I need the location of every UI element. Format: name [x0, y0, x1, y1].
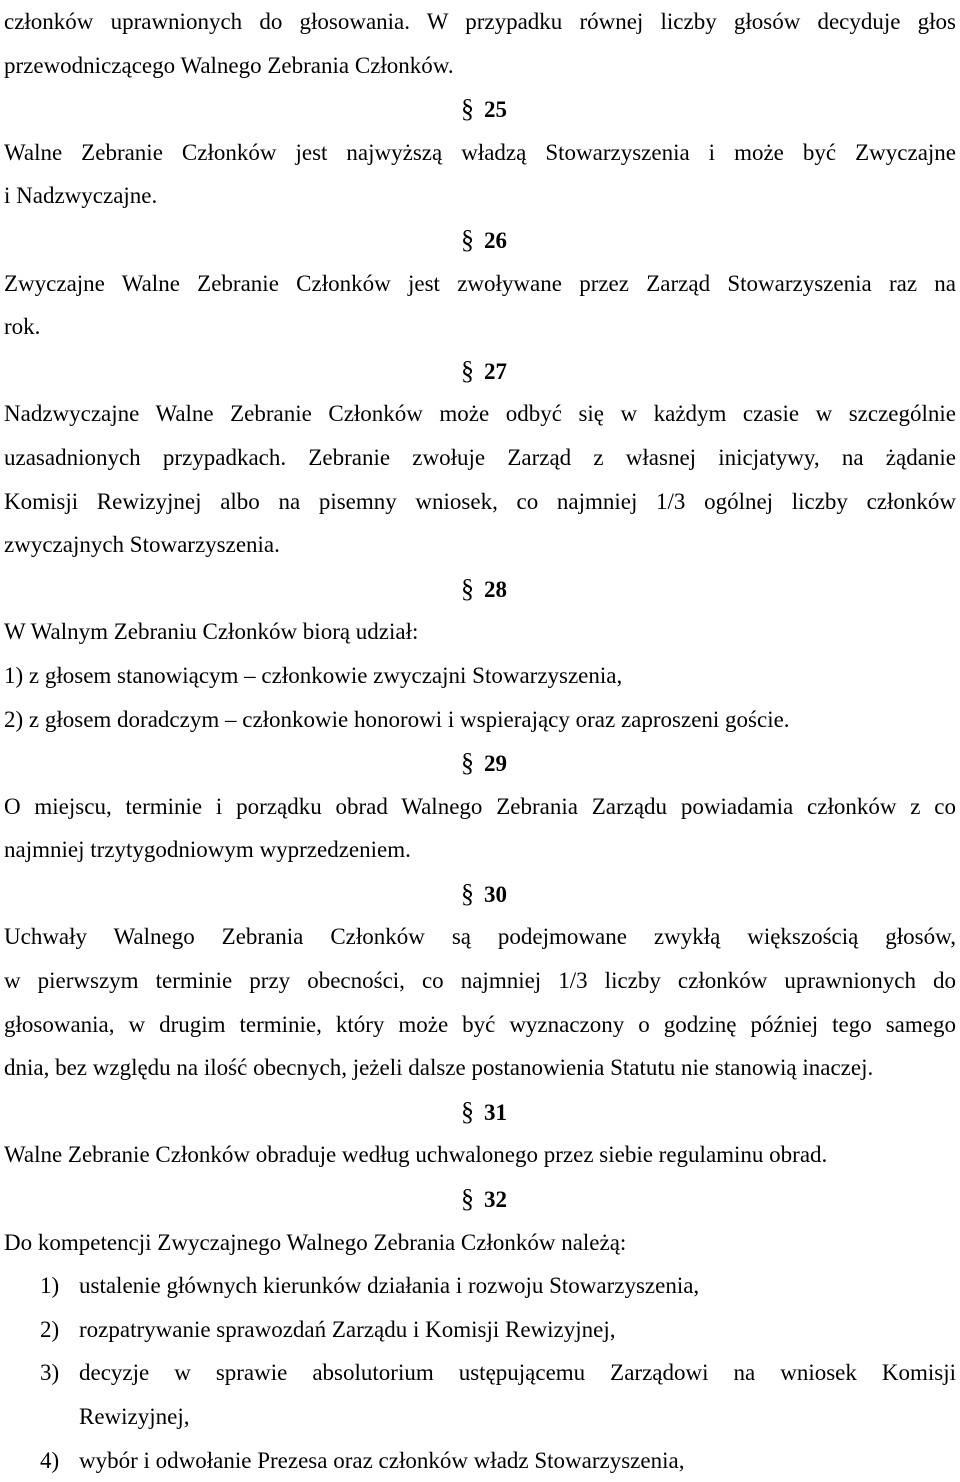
section-symbol: § [461, 1096, 474, 1126]
paragraph-line: Walne Zebranie Członków jest najwyższą władzą Stowarzyszenia i może być Zwyczajne [4, 139, 956, 165]
section-symbol: § [461, 748, 474, 778]
list-item-text: wybór i odwołanie Prezesa oraz członków władz Stowarzyszenia, [79, 1447, 685, 1473]
section-heading-25 [4, 87, 956, 131]
list-item-continuation: Rewizyjnej, [79, 1404, 190, 1429]
paragraph-line: Nadzwyczajne Walne Zebranie Członków może odbyć się w każdym czasie w szczególnie [4, 401, 956, 427]
paragraph-line: dnia, bez względu na ilość obecnych, jeżeli dalsze postanowienia Statutu nie stanowią inaczej. [4, 1055, 874, 1081]
list-item [4, 1439, 956, 1482]
paragraph-line: przewodniczącego Walnego Zebrania Członków. [4, 52, 454, 78]
paragraph-line: rok. [4, 314, 41, 340]
paragraph-line: Uchwały Walnego Zebrania Członków są podejmowane zwykłą większością głosów, [4, 924, 956, 950]
list-item-text: decyzje w sprawie absolutorium ustępującemu Zarządowi na wniosek Komisji [79, 1360, 956, 1386]
section-symbol: § [461, 573, 474, 603]
paragraph-line: uzasadnionych przypadkach. Zebranie zwołuje Zarząd z własnej inicjatywy, na żądanie [4, 444, 956, 470]
paragraph-line: najmniej trzytygodniowym wyprzedzeniem. [4, 837, 411, 863]
section-number: 28 [484, 576, 507, 602]
paragraph-line: zwyczajnych Stowarzyszenia. [4, 532, 280, 558]
list-item [4, 1308, 956, 1352]
paragraph-line: W Walnym Zebraniu Członków biorą udział: [4, 619, 419, 645]
paragraph-line: głosowania, w drugim terminie, który może być wyznaczony o godzinę później tego samego [4, 1011, 956, 1037]
list-item-text: rozpatrywanie sprawozdań Zarządu i Komisji Rewizyjnej, [79, 1316, 616, 1342]
section-heading-29 [4, 741, 956, 785]
section-symbol: § [461, 94, 474, 124]
paragraph-line: Zwyczajne Walne Zebranie Członków jest zwoływane przez Zarząd Stowarzyszenia raz na [4, 270, 956, 296]
section-number: 27 [484, 358, 507, 384]
section-heading-28 [4, 567, 956, 611]
list-item-number: 3) [40, 1360, 60, 1386]
section-heading-31 [4, 1090, 956, 1134]
list-item [4, 1264, 956, 1308]
list-item [4, 1351, 956, 1395]
section-number: 32 [484, 1187, 507, 1213]
list-item-number: 2) [40, 1316, 60, 1342]
section-symbol: § [461, 355, 474, 385]
section-number: 26 [484, 227, 507, 253]
paragraph-line: i Nadzwyczajne. [4, 183, 158, 209]
list-item-text: ustalenie głównych kierunków działania i rozwoju Stowarzyszenia, [79, 1273, 700, 1299]
paragraph-line: O miejscu, terminie i porządku obrad Walnego Zebrania Zarządu powiadamia członków z co [4, 793, 956, 819]
document-page [4, 0, 956, 1482]
section-heading-26 [4, 218, 956, 262]
paragraph-line: członków uprawnionych do głosowania. W przypadku równej liczby głosów decyduje głos [4, 9, 956, 34]
paragraph-line: Komisji Rewizyjnej albo na pisemny wniosek, co najmniej 1/3 ogólnej liczby członków [4, 488, 956, 514]
section-symbol: § [461, 878, 474, 908]
section-heading-27 [4, 349, 956, 393]
section-number: 29 [484, 751, 507, 777]
paragraph-line: Do kompetencji Zwyczajnego Walnego Zebrania Członków należą: [4, 1229, 627, 1255]
section-heading-32 [4, 1177, 956, 1221]
list-item: 1) z głosem stanowiącym – członkowie zwyczajni Stowarzyszenia, [4, 662, 623, 688]
list-item-number: 4) [40, 1447, 60, 1473]
section-symbol: § [461, 224, 474, 254]
paragraph-line: Walne Zebranie Członków obraduje według uchwalonego przez siebie regulaminu obrad. [4, 1142, 828, 1168]
list-item: 2) z głosem doradczym – członkowie honorowi i wspierający oraz zaproszeni goście. [4, 706, 790, 732]
section-number: 31 [484, 1099, 507, 1125]
section-number: 30 [484, 881, 507, 907]
list-item-number: 1) [40, 1273, 60, 1299]
section-number: 25 [484, 97, 507, 123]
section-heading-30 [4, 872, 956, 916]
paragraph-line: w pierwszym terminie przy obecności, co najmniej 1/3 liczby członków uprawnionych do [4, 968, 956, 994]
section-symbol: § [461, 1184, 474, 1214]
